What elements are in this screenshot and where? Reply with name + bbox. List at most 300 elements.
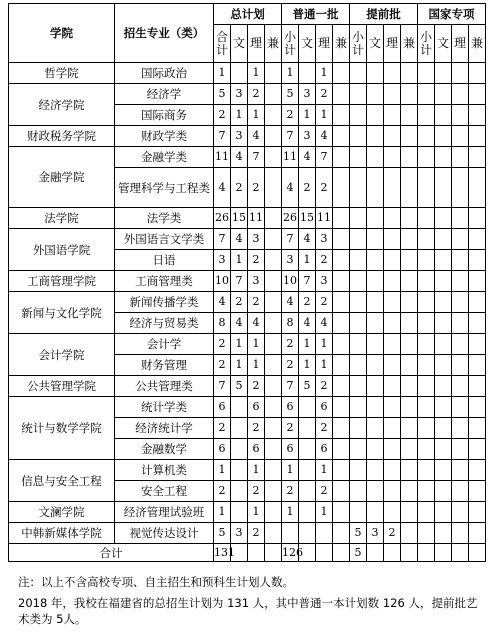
total-arts-cell — [231, 502, 248, 523]
national-subtotal-cell — [418, 397, 435, 418]
major-cell: 金融学类 — [115, 147, 214, 168]
first-batch-subtotal-cell: 10 — [282, 271, 299, 292]
early-batch-subtotal-cell — [350, 397, 367, 418]
early-batch-arts-cell — [367, 126, 384, 147]
early-batch-science-cell — [384, 147, 401, 168]
early-batch-both-cell — [401, 292, 418, 313]
total-sum-cell: 1 — [214, 502, 231, 523]
first-batch-subtotal-cell: 2 — [282, 418, 299, 439]
total-both-cell — [265, 168, 282, 208]
early-batch-subtotal-cell — [350, 313, 367, 334]
early-batch-subtotal-cell — [350, 84, 367, 105]
total-sum-cell: 2 — [214, 355, 231, 376]
national-science-cell — [452, 355, 469, 376]
college-cell: 金融学院 — [9, 147, 115, 208]
major-cell: 经济统计学 — [115, 418, 214, 439]
national-science-cell — [452, 418, 469, 439]
early-batch-arts-cell — [367, 397, 384, 418]
first-batch-subtotal-cell: 5 — [282, 84, 299, 105]
early-batch-arts-cell — [367, 250, 384, 271]
first-batch-both-cell — [333, 168, 350, 208]
national-science-cell — [452, 334, 469, 355]
national-science-cell — [452, 502, 469, 523]
total-both-cell — [265, 502, 282, 523]
total-sum-cell: 2 — [214, 418, 231, 439]
national-arts-cell — [435, 523, 452, 544]
table-row — [9, 126, 486, 147]
header-group-national: 国家专项 — [418, 4, 486, 25]
early-batch-science-cell — [384, 418, 401, 439]
early-batch-science-cell — [384, 334, 401, 355]
total-both-cell — [265, 376, 282, 397]
early-batch-both-cell — [401, 418, 418, 439]
early-batch-science-cell — [384, 376, 401, 397]
header-sub-arts: 文 — [367, 25, 384, 63]
national-subtotal-cell — [418, 523, 435, 544]
total-arts-cell — [231, 481, 248, 502]
total-both-cell — [265, 439, 282, 460]
header-group-total: 总计划 — [214, 4, 282, 25]
early-batch-both-cell — [401, 63, 418, 84]
first-batch-science-cell: 1 — [316, 502, 333, 523]
early-batch-science-cell — [384, 439, 401, 460]
first-batch-both-cell — [333, 250, 350, 271]
first-batch-arts-cell: 1 — [299, 355, 316, 376]
total-both-cell — [265, 229, 282, 250]
national-science-cell — [452, 168, 469, 208]
national-subtotal-cell — [418, 250, 435, 271]
total-science-cell: 2 — [248, 168, 265, 208]
total-science-cell: 6 — [248, 397, 265, 418]
total-arts-cell: 3 — [231, 126, 248, 147]
first-batch-subtotal-cell: 4 — [282, 292, 299, 313]
early-batch-arts-cell — [367, 147, 384, 168]
first-batch-both — [333, 544, 350, 562]
early-batch-subtotal-cell — [350, 250, 367, 271]
table-row — [9, 292, 486, 313]
national-arts — [435, 544, 452, 562]
national-science-cell — [452, 84, 469, 105]
major-cell: 工商管理类 — [115, 271, 214, 292]
first-batch-science-cell: 1 — [316, 105, 333, 126]
early-batch-both-cell — [401, 502, 418, 523]
early-batch-science-cell — [384, 168, 401, 208]
early-batch-arts-cell: 3 — [367, 523, 384, 544]
early-batch-arts-cell — [367, 460, 384, 481]
first-batch-arts-cell: 3 — [299, 126, 316, 147]
national-arts-cell — [435, 502, 452, 523]
college-cell: 哲学院 — [9, 63, 115, 84]
total-both-cell — [265, 460, 282, 481]
total-arts-cell — [231, 460, 248, 481]
total-arts-cell — [231, 439, 248, 460]
first-batch-subtotal-cell: 7 — [282, 126, 299, 147]
national-both-cell — [469, 126, 486, 147]
early-batch-arts-cell — [367, 168, 384, 208]
early-batch-both-cell — [401, 250, 418, 271]
early-batch-arts-cell — [367, 313, 384, 334]
national-both-cell — [469, 168, 486, 208]
first-batch-arts-cell: 7 — [299, 271, 316, 292]
major-cell: 安全工程 — [115, 481, 214, 502]
first-batch-arts-cell: 2 — [299, 292, 316, 313]
first-batch-both-cell — [333, 523, 350, 544]
major-cell: 财务管理 — [115, 355, 214, 376]
total-sum-cell: 5 — [214, 523, 231, 544]
early-batch-science-cell — [384, 208, 401, 229]
first-batch-science-cell: 11 — [316, 208, 333, 229]
early-batch-science-cell — [384, 63, 401, 84]
table-row — [9, 376, 486, 397]
total-both-cell — [265, 313, 282, 334]
early-batch-subtotal-cell — [350, 168, 367, 208]
total-science-cell: 2 — [248, 84, 265, 105]
first-batch-subtotal-cell: 1 — [282, 502, 299, 523]
national-subtotal-cell — [418, 229, 435, 250]
major-cell: 新闻传播学类 — [115, 292, 214, 313]
total-sum-cell: 2 — [214, 334, 231, 355]
first-batch-science-cell: 2 — [316, 481, 333, 502]
first-batch-arts-cell: 2 — [299, 168, 316, 208]
first-batch-arts-cell — [299, 460, 316, 481]
national-science-cell — [452, 147, 469, 168]
first-batch-both-cell — [333, 105, 350, 126]
total-science-cell: 2 — [248, 292, 265, 313]
college-cell: 会计学院 — [9, 334, 115, 376]
first-batch-subtotal-cell: 2 — [282, 105, 299, 126]
college-cell: 文澜学院 — [9, 502, 115, 523]
early-batch-both-cell — [401, 168, 418, 208]
total-sum-cell: 1 — [214, 460, 231, 481]
national-science-cell — [452, 439, 469, 460]
total-sum-cell: 10 — [214, 271, 231, 292]
header-group-early-batch: 提前批 — [350, 4, 418, 25]
college-cell: 外国语学院 — [9, 229, 115, 271]
national-arts-cell — [435, 250, 452, 271]
national-arts-cell — [435, 105, 452, 126]
first-batch-subtotal-cell: 2 — [282, 334, 299, 355]
major-cell: 管理科学与工程类 — [115, 168, 214, 208]
early-batch-subtotal-cell — [350, 502, 367, 523]
national-science-cell — [452, 208, 469, 229]
early-batch-sum: 5 — [350, 544, 367, 562]
early-batch-arts-cell — [367, 208, 384, 229]
national-both-cell — [469, 355, 486, 376]
total-both-cell — [265, 271, 282, 292]
first-batch-arts-cell: 1 — [299, 105, 316, 126]
first-batch-arts-cell — [299, 439, 316, 460]
first-batch-science-cell: 6 — [316, 439, 333, 460]
first-batch-subtotal-cell: 1 — [282, 460, 299, 481]
first-batch-science-cell: 3 — [316, 229, 333, 250]
total-sum-cell: 5 — [214, 84, 231, 105]
early-batch-both-cell — [401, 397, 418, 418]
early-batch-subtotal-cell — [350, 292, 367, 313]
total-sum: 131 — [214, 544, 231, 562]
first-batch-subtotal-cell: 8 — [282, 313, 299, 334]
national-both-cell — [469, 313, 486, 334]
total-science-cell: 3 — [248, 271, 265, 292]
total-arts-cell: 15 — [231, 208, 248, 229]
first-batch-science-cell: 1 — [316, 460, 333, 481]
early-batch-science-cell: 2 — [384, 523, 401, 544]
national-science-cell — [452, 271, 469, 292]
national-arts-cell — [435, 63, 452, 84]
total-arts-cell: 5 — [231, 376, 248, 397]
total-science-cell: 2 — [248, 523, 265, 544]
first-batch-arts-cell: 1 — [299, 334, 316, 355]
total-science-cell: 2 — [248, 418, 265, 439]
national-subtotal-cell — [418, 271, 435, 292]
first-batch-science-cell: 2 — [316, 376, 333, 397]
total-arts-cell: 4 — [231, 313, 248, 334]
first-batch-subtotal-cell: 7 — [282, 229, 299, 250]
total-both-cell — [265, 418, 282, 439]
early-batch-arts-cell — [367, 334, 384, 355]
total-both-cell — [265, 523, 282, 544]
total-both-cell — [265, 147, 282, 168]
college-cell: 法学院 — [9, 208, 115, 229]
first-batch-both-cell — [333, 313, 350, 334]
national-subtotal-cell — [418, 418, 435, 439]
national-subtotal-cell — [418, 481, 435, 502]
early-batch-both-cell — [401, 460, 418, 481]
national-arts-cell — [435, 168, 452, 208]
header-sub-arts: 文 — [299, 25, 316, 63]
total-arts-cell: 1 — [231, 250, 248, 271]
first-batch-arts-cell — [299, 523, 316, 544]
national-arts-cell — [435, 355, 452, 376]
total-arts-cell: 1 — [231, 355, 248, 376]
early-batch-subtotal-cell — [350, 481, 367, 502]
first-batch-science — [316, 544, 333, 562]
national-subtotal-cell — [418, 439, 435, 460]
national-both-cell — [469, 84, 486, 105]
total-arts-cell: 3 — [231, 84, 248, 105]
first-batch-science-cell: 1 — [316, 63, 333, 84]
national-subtotal-cell — [418, 63, 435, 84]
early-batch-both-cell — [401, 208, 418, 229]
national-arts-cell — [435, 229, 452, 250]
first-batch-both-cell — [333, 460, 350, 481]
early-batch-science-cell — [384, 126, 401, 147]
total-science-cell: 2 — [248, 376, 265, 397]
early-batch-both-cell — [401, 481, 418, 502]
first-batch-arts-cell — [299, 481, 316, 502]
total-science-cell: 1 — [248, 63, 265, 84]
total-both-cell — [265, 334, 282, 355]
early-batch-subtotal-cell — [350, 63, 367, 84]
national-science-cell — [452, 523, 469, 544]
major-cell: 外国语言文学类 — [115, 229, 214, 250]
header-major: 招生专业（类） — [115, 4, 214, 63]
early-batch-both-cell — [401, 84, 418, 105]
header-sub-both: 兼 — [265, 25, 282, 63]
total-both-cell — [265, 105, 282, 126]
early-batch-subtotal-cell — [350, 105, 367, 126]
total-sum-cell: 1 — [214, 63, 231, 84]
national-both-cell — [469, 147, 486, 168]
first-batch-science-cell: 2 — [316, 84, 333, 105]
header-sub-subtotal: 小计 — [418, 25, 435, 63]
early-batch-both-cell — [401, 439, 418, 460]
header-group-first-batch: 普通一批 — [282, 4, 350, 25]
first-batch-arts-cell: 5 — [299, 376, 316, 397]
early-batch-both-cell — [401, 229, 418, 250]
table-row — [9, 460, 486, 481]
first-batch-arts-cell — [299, 397, 316, 418]
first-batch-both-cell — [333, 208, 350, 229]
national-science-cell — [452, 105, 469, 126]
enrollment-plan-table — [8, 3, 486, 562]
total-both-cell — [265, 355, 282, 376]
first-batch-subtotal-cell: 3 — [282, 250, 299, 271]
early-batch-arts-cell — [367, 481, 384, 502]
national-both-cell — [469, 523, 486, 544]
early-batch-subtotal-cell — [350, 376, 367, 397]
total-arts-cell: 7 — [231, 271, 248, 292]
header-sub-science: 理 — [384, 25, 401, 63]
total-both-cell — [265, 397, 282, 418]
table-footer — [9, 544, 486, 562]
early-batch-arts-cell — [367, 105, 384, 126]
early-batch-arts-cell — [367, 439, 384, 460]
header-sub-science: 理 — [316, 25, 333, 63]
national-arts-cell — [435, 397, 452, 418]
total-sum-cell: 2 — [214, 481, 231, 502]
total-arts-cell — [231, 397, 248, 418]
national-science-cell — [452, 481, 469, 502]
national-both-cell — [469, 481, 486, 502]
first-batch-both-cell — [333, 355, 350, 376]
total-sum-cell: 26 — [214, 208, 231, 229]
total-arts-cell: 1 — [231, 105, 248, 126]
early-batch-subtotal-cell — [350, 334, 367, 355]
early-batch-subtotal-cell — [350, 271, 367, 292]
early-batch-subtotal-cell — [350, 229, 367, 250]
first-batch-both-cell — [333, 481, 350, 502]
national-both-cell — [469, 502, 486, 523]
total-science-cell: 1 — [248, 460, 265, 481]
national-science — [452, 544, 469, 562]
national-both-cell — [469, 439, 486, 460]
early-batch-both-cell — [401, 355, 418, 376]
total-both-cell — [265, 84, 282, 105]
total-science-cell: 1 — [248, 105, 265, 126]
national-subtotal-cell — [418, 84, 435, 105]
early-batch-science-cell — [384, 271, 401, 292]
major-cell: 统计学类 — [115, 397, 214, 418]
first-batch-subtotal-cell: 26 — [282, 208, 299, 229]
total-science-cell: 11 — [248, 208, 265, 229]
table-row — [9, 229, 486, 250]
national-subtotal-cell — [418, 126, 435, 147]
header-sub-both: 兼 — [333, 25, 350, 63]
early-batch-arts-cell — [367, 292, 384, 313]
total-sum-cell: 7 — [214, 126, 231, 147]
national-arts-cell — [435, 439, 452, 460]
total-sum-cell: 8 — [214, 313, 231, 334]
first-batch-both-cell — [333, 292, 350, 313]
header-sub-subtotal: 小计 — [282, 25, 299, 63]
national-both-cell — [469, 460, 486, 481]
total-arts-cell: 2 — [231, 168, 248, 208]
major-cell: 金融数学 — [115, 439, 214, 460]
total-both-cell — [265, 481, 282, 502]
national-subtotal-cell — [418, 355, 435, 376]
national-science-cell — [452, 397, 469, 418]
total-science-cell: 3 — [248, 229, 265, 250]
first-batch-science-cell: 2 — [316, 292, 333, 313]
total-arts-cell: 2 — [231, 292, 248, 313]
header-sub-arts: 文 — [435, 25, 452, 63]
first-batch-both-cell — [333, 126, 350, 147]
total-row — [9, 544, 486, 562]
first-batch-both-cell — [333, 271, 350, 292]
major-cell: 国际商务 — [115, 105, 214, 126]
early-batch-subtotal-cell — [350, 147, 367, 168]
early-batch-science-cell — [384, 250, 401, 271]
table-row — [9, 63, 486, 84]
total-arts-cell: 4 — [231, 229, 248, 250]
total-science-cell: 4 — [248, 313, 265, 334]
national-arts-cell — [435, 481, 452, 502]
total-sum-cell: 3 — [214, 250, 231, 271]
national-science-cell — [452, 250, 469, 271]
total-sum-cell: 6 — [214, 439, 231, 460]
first-batch-arts-cell: 4 — [299, 313, 316, 334]
major-cell: 国际政治 — [115, 63, 214, 84]
total-sum-cell: 4 — [214, 168, 231, 208]
first-batch-science-cell — [316, 523, 333, 544]
table-row — [9, 84, 486, 105]
header-sub-both: 兼 — [469, 25, 486, 63]
early-batch-both-cell — [401, 147, 418, 168]
table-row — [9, 147, 486, 168]
first-batch-arts-cell: 15 — [299, 208, 316, 229]
first-batch-science-cell: 4 — [316, 126, 333, 147]
first-batch-subtotal-cell: 7 — [282, 376, 299, 397]
major-cell: 经济与贸易类 — [115, 313, 214, 334]
first-batch-subtotal-cell: 6 — [282, 439, 299, 460]
total-arts-cell — [231, 63, 248, 84]
early-batch-arts-cell — [367, 502, 384, 523]
first-batch-science-cell: 4 — [316, 313, 333, 334]
total-both-cell — [265, 292, 282, 313]
college-cell: 新闻与文化学院 — [9, 292, 115, 334]
early-batch-both-cell — [401, 334, 418, 355]
first-batch-arts-cell: 4 — [299, 147, 316, 168]
early-batch-arts-cell — [367, 418, 384, 439]
early-batch-arts — [367, 544, 384, 562]
early-batch-arts-cell — [367, 355, 384, 376]
national-subtotal-cell — [418, 334, 435, 355]
early-batch-science-cell — [384, 105, 401, 126]
first-batch-both-cell — [333, 376, 350, 397]
national-arts-cell — [435, 418, 452, 439]
table-row — [9, 502, 486, 523]
total-arts-cell — [231, 418, 248, 439]
early-batch-science-cell — [384, 502, 401, 523]
early-batch-subtotal-cell — [350, 460, 367, 481]
header-sub-both: 兼 — [401, 25, 418, 63]
early-batch-arts-cell — [367, 84, 384, 105]
national-both-cell — [469, 250, 486, 271]
first-batch-sum: 126 — [282, 544, 299, 562]
national-subtotal-cell — [418, 460, 435, 481]
college-cell: 财政税务学院 — [9, 126, 115, 147]
header-sub-science: 理 — [248, 25, 265, 63]
